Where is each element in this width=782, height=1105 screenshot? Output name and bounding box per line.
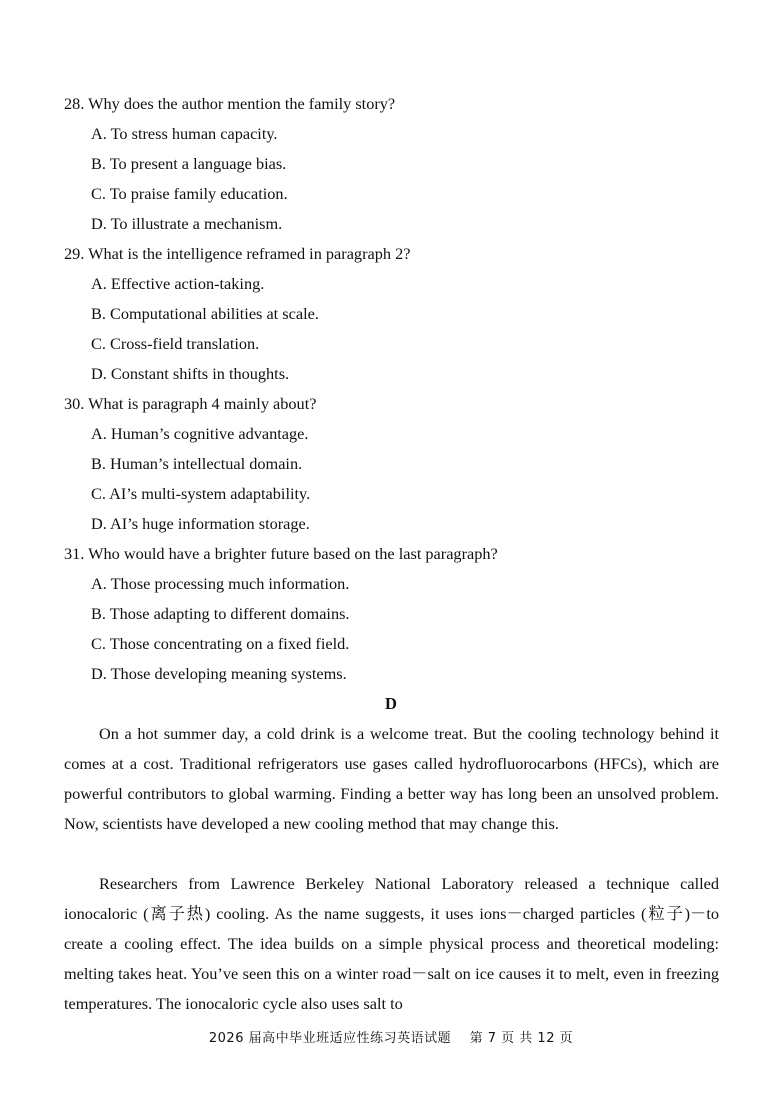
question-28-option-a: A. To stress human capacity. <box>91 124 278 143</box>
question-31-option-b: B. Those adapting to different domains. <box>91 604 350 623</box>
question-31-option-c: C. Those concentrating on a fixed field. <box>91 634 350 653</box>
question-30-option-b: B. Human’s intellectual domain. <box>91 454 303 473</box>
question-30-option-a: A. Human’s cognitive advantage. <box>91 424 309 443</box>
passage-paragraph-2: Researchers from Lawrence Berkeley National Laboratory released a technique called ionocaloric (离子热) cooling. As the name suggests, it uses ions－charged particles (粒子)－to create a cooling effect. The idea builds on a simple physical process and theoretical modeling: melting takes heat. You’ve seen this on a winter road－salt on ice causes it to melt, even in freezing temperatures. The ionocaloric cycle also uses salt to <box>64 874 719 1013</box>
question-28-option-c: C. To praise family education. <box>91 184 288 203</box>
question-28-option-d: D. To illustrate a mechanism. <box>91 214 283 233</box>
question-31-stem: 31. Who would have a brighter future based on the last paragraph? <box>64 544 498 563</box>
question-28-stem: 28. Why does the author mention the family story? <box>64 94 396 113</box>
question-28-option-b: B. To present a language bias. <box>91 154 287 173</box>
question-29-option-c: C. Cross-field translation. <box>91 334 260 353</box>
page-footer <box>0 1030 782 1048</box>
section-title: D <box>385 694 397 713</box>
question-31-option-d: D. Those developing meaning systems. <box>91 664 347 683</box>
question-30-option-d: D. AI’s huge information storage. <box>91 514 310 533</box>
question-29-stem: 29. What is the intelligence reframed in paragraph 2? <box>64 244 411 263</box>
passage-paragraph-1: On a hot summer day, a cold drink is a welcome treat. But the cooling technology behind it comes at a cost. Traditional refrigerators use gases called hydrofluorocarbons (HFCs), which are powerful contributors to global warming. Finding a better way has long been an unsolved problem. Now, scientists have developed a new cooling method that may change this. <box>64 724 719 833</box>
question-29-option-b: B. Computational abilities at scale. <box>91 304 319 323</box>
footer-exam-title: 2026 届高中毕业班适应性练习英语试题 <box>208 1031 452 1046</box>
question-31-option-a: A. Those processing much information. <box>91 574 350 593</box>
question-29-option-d: D. Constant shifts in thoughts. <box>91 364 290 383</box>
footer-page-info: 第 7 页 共 12 页 <box>469 1031 574 1046</box>
question-30-option-c: C. AI’s multi-system adaptability. <box>91 484 311 503</box>
question-30-stem: 30. What is paragraph 4 mainly about? <box>64 394 317 413</box>
question-29-option-a: A. Effective action-taking. <box>91 274 265 293</box>
